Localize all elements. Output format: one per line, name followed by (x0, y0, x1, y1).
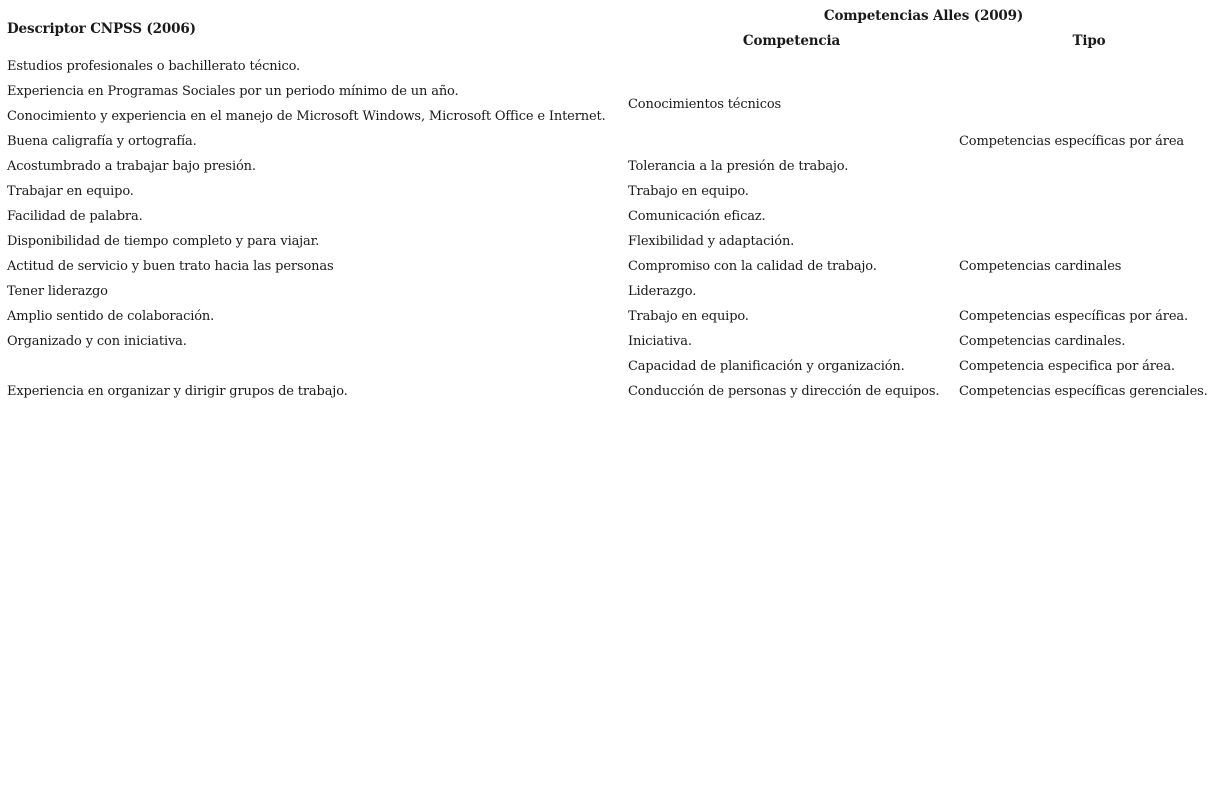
cell-competencia: Liderazgo. (628, 284, 697, 299)
cell-descriptor: Estudios profesionales o bachillerato técnico. (7, 59, 301, 74)
cell-descriptor (3, 354, 624, 379)
table-row (3, 379, 1219, 404)
table-row (3, 254, 1219, 279)
table-row (3, 329, 1219, 354)
cell-competencia (624, 129, 955, 154)
table-row (3, 54, 1219, 79)
cell-tipo: Competencias específicas por área. (959, 309, 1188, 324)
cell-competencia: Conocimientos técnicos (628, 96, 782, 112)
table-body (3, 54, 1219, 404)
cell-descriptor: Trabajar en equipo. (7, 184, 134, 199)
table-row (3, 229, 1219, 254)
cell-descriptor: Amplio sentido de colaboración. (7, 309, 215, 324)
cell-descriptor: Tener liderazgo (7, 284, 108, 299)
cell-competencia: Conducción de personas y dirección de equipos. (628, 384, 940, 399)
header-competencias-group: Competencias Alles (2009) (823, 8, 1024, 24)
cell-tipo (955, 79, 1219, 104)
cell-competencia: Iniciativa. (628, 334, 692, 349)
cell-tipo: Competencias específicas gerenciales. (959, 384, 1208, 399)
cell-tipo: Competencias específicas por área (959, 134, 1184, 149)
cell-tipo (955, 104, 1219, 129)
table-row (3, 154, 1219, 179)
table-row (3, 304, 1219, 329)
table-row (3, 279, 1219, 304)
cell-tipo: Competencias cardinales (959, 259, 1122, 274)
cell-competencia: Trabajo en equipo. (628, 184, 749, 199)
header-tipo: Tipo (1072, 33, 1106, 49)
cell-descriptor: Experiencia en organizar y dirigir grupos de trabajo. (7, 384, 348, 399)
cell-descriptor: Facilidad de palabra. (7, 209, 143, 224)
cell-competencia: Capacidad de planificación y organización. (628, 359, 905, 374)
cell-competencia (624, 54, 955, 79)
table-header (3, 4, 1219, 54)
cell-tipo (955, 279, 1219, 304)
cell-tipo (955, 229, 1219, 254)
cell-tipo (955, 54, 1219, 79)
cell-descriptor: Actitud de servicio y buen trato hacia las personas (7, 259, 334, 274)
header-competencia: Competencia (742, 33, 841, 49)
cell-tipo: Competencia especifica por área. (959, 359, 1175, 374)
table-row (3, 204, 1219, 229)
cell-competencia: Compromiso con la calidad de trabajo. (628, 259, 877, 274)
cell-tipo (955, 179, 1219, 204)
cell-competencia: Tolerancia a la presión de trabajo. (628, 159, 849, 174)
cell-descriptor: Acostumbrado a trabajar bajo presión. (7, 159, 256, 174)
cell-descriptor: Organizado y con iniciativa. (7, 334, 187, 349)
cell-descriptor: Conocimiento y experiencia en el manejo de Microsoft Windows, Microsoft Office e Internet. (7, 109, 606, 124)
table-row (3, 104, 1219, 129)
cell-descriptor: Experiencia en Programas Sociales por un periodo mínimo de un año. (7, 84, 459, 99)
cell-competencia: Trabajo en equipo. (628, 309, 749, 324)
cell-tipo: Competencias cardinales. (959, 334, 1126, 349)
cell-competencia: Comunicación eficaz. (628, 209, 766, 224)
table-row (3, 129, 1219, 154)
table-row (3, 354, 1219, 379)
cell-competencia: Flexibilidad y adaptación. (628, 234, 795, 249)
table-row (3, 179, 1219, 204)
cell-descriptor: Buena caligrafía y ortografía. (7, 134, 197, 149)
cell-descriptor: Disponibilidad de tiempo completo y para viajar. (7, 234, 320, 249)
competencias-table (3, 4, 1219, 404)
cell-tipo (955, 204, 1219, 229)
header-descriptor: Descriptor CNPSS (2006) (7, 21, 196, 37)
cell-tipo (955, 154, 1219, 179)
table-row (3, 79, 1219, 104)
